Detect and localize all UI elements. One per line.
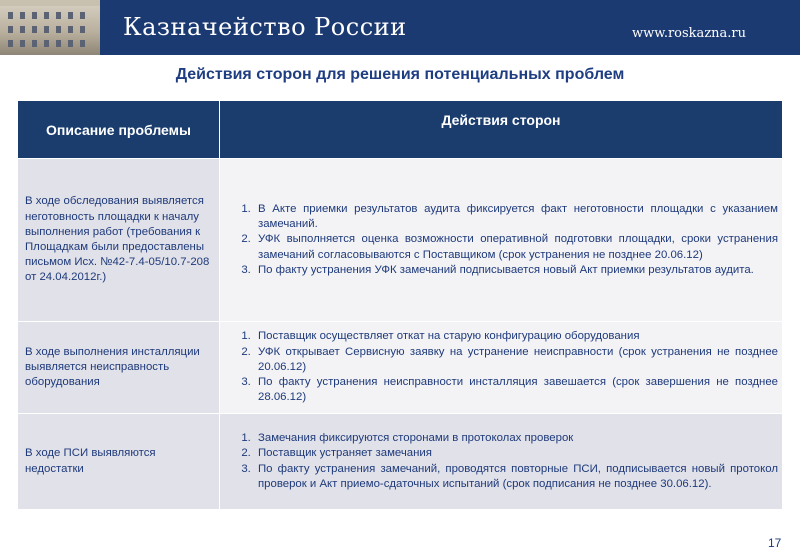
header-title: Казначейство России	[123, 13, 407, 41]
action-item: 3. По факту устранения неисправности инсталляция завешается (срок завершения не позднее 28.06.12)	[254, 375, 778, 405]
table-row	[18, 322, 783, 414]
action-item: 3. По факту устранения замечаний, проводятся повторные ПСИ, подписывается новый протокол проверок и Акт приемо-сдаточных испытаний (срок подписания не позднее 30.06.12).	[254, 462, 778, 492]
table-row	[18, 414, 783, 510]
actions-list	[228, 431, 778, 492]
actions-table	[17, 100, 783, 510]
problem-cell: В ходе ПСИ выявляются недостатки	[18, 414, 220, 510]
column-header-actions: Действия сторон	[220, 101, 783, 159]
page-title: Действия сторон для решения потенциальных проблем	[175, 66, 625, 83]
header-banner	[0, 0, 800, 55]
header-url[interactable]: www.roskazna.ru	[632, 26, 747, 41]
action-item: 2. УФК открывает Сервисную заявку на устранение неисправности (срок устранения не позднее 20.06.12)	[254, 345, 778, 375]
actions-cell	[220, 322, 783, 414]
table-header-row	[18, 101, 783, 159]
building-photo	[0, 0, 100, 55]
actions-cell	[220, 414, 783, 510]
action-item: 1. В Акте приемки результатов аудита фиксируется факт неготовности площадки с указанием замечаний.	[254, 202, 778, 232]
action-item: 3. По факту устранения УФК замечаний подписывается новый Акт приемки результатов аудита.	[254, 263, 778, 278]
action-item: 2. УФК выполняется оценка возможности оперативной подготовки площадки, сроки устранения замечаний согласовываются с Поставщиком (срок устранения не позднее 20.06.12)	[254, 232, 778, 262]
actions-list	[228, 202, 778, 278]
action-item: 2. Поставщик устраняет замечания	[254, 446, 778, 461]
table-row	[18, 159, 783, 322]
column-header-problem: Описание проблемы	[18, 101, 220, 159]
page-number: 17	[768, 536, 782, 550]
actions-cell	[220, 159, 783, 322]
action-item: 1. Поставщик осуществляет откат на старую конфигурацию оборудования	[254, 329, 778, 344]
problem-cell: В ходе обследования выявляется неготовность площадки к началу выполнения работ (требования к Площадкам были предоставлены письмом Исх. №42-7.4-05/10.7-208 от 24.04.2012г.)	[18, 159, 220, 322]
action-item: 1. Замечания фиксируются сторонами в протоколах проверок	[254, 431, 778, 446]
problem-cell: В ходе выполнения инсталляции выявляется неисправность оборудования	[18, 322, 220, 414]
actions-list	[228, 329, 778, 405]
